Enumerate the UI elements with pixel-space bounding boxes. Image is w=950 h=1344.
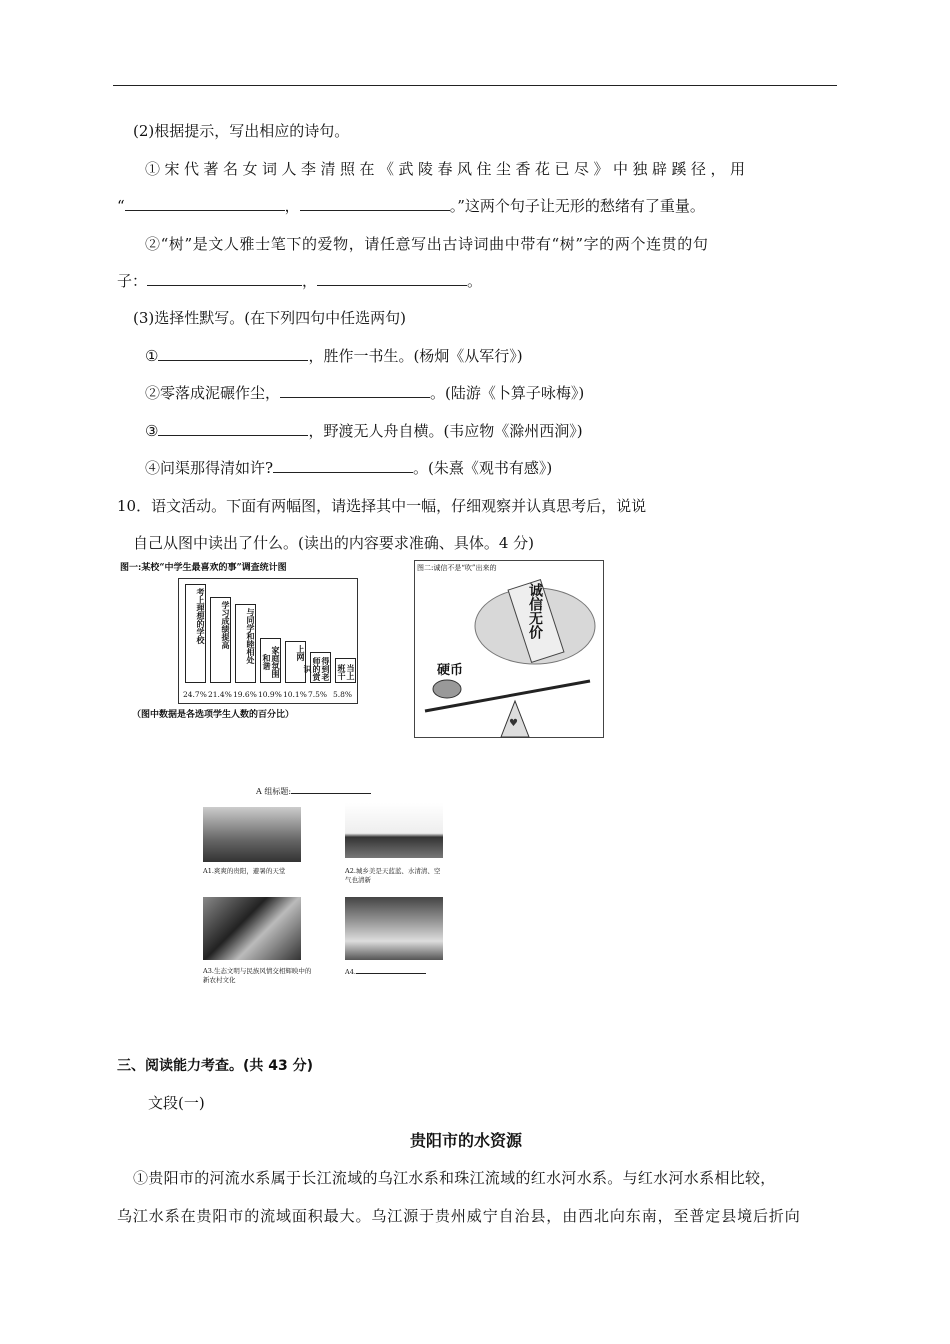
q2-item1-prompt: ①宋代著名女词人李清照在《武陵春风住尘香花已尽》中独辟蹊径，用: [145, 160, 750, 178]
q2-item2-prompt: ②“树”是文人雅士笔下的爱物，请任意写出古诗词曲中带有“树”字的两个连贯的句: [145, 235, 709, 253]
answer-blank[interactable]: [356, 967, 426, 974]
item2-end: 。: [467, 272, 483, 290]
line-suffix: ，野渡无人舟自横。(韦应物《滁州西涧》): [308, 422, 583, 440]
bar-value-label: 21.4%: [208, 690, 232, 699]
figure1-note: （图中数据是各选项学生人数的百分比）: [132, 710, 295, 720]
header-rule: [113, 85, 837, 86]
photo-a2: [345, 803, 443, 858]
seesaw-illustration: [415, 561, 603, 737]
q2-item1-answer: [117, 196, 705, 216]
photo-a1: [203, 807, 301, 862]
chart-bar: [303, 652, 331, 683]
line-prefix: ③: [145, 422, 159, 440]
comma: ，: [284, 197, 300, 215]
quote-open: “: [117, 197, 125, 215]
group-title: [256, 785, 371, 797]
q10-line1: 10．语文活动。下面有两幅图，请选择其中一幅，仔细观察并认真思考后，说说: [117, 497, 647, 515]
line-suffix: 。(朱熹《观书有感》): [413, 459, 553, 477]
line-suffix: 。(陆游《卜算子咏梅》): [430, 384, 585, 402]
passage-p1-line1: ①贵阳市的河流水系属于长江流域的乌江水系和珠江流域的红水河水系。与红水河水系相比较，: [133, 1169, 776, 1187]
caption-a3: A3.生态文明与民族风情交相辉映中的新农村文化: [203, 967, 312, 984]
coin-label: 硬币: [437, 663, 464, 678]
bar-value-label: 24.7%: [183, 690, 207, 699]
q3-line-3: [145, 421, 583, 441]
caption-a4-text: A4.: [345, 968, 356, 976]
section3-heading: 三、阅读能力考查。(共 43 分): [117, 1058, 314, 1074]
bar-label: 当上班干: [337, 663, 356, 680]
answer-blank[interactable]: [273, 458, 413, 473]
caption-a2: A2.城乡美是天蓝蓝、水清清、空气也清新: [345, 867, 441, 884]
passage-p1-line2: 乌江水系在贵阳市的流域面积最大。乌江源于贵州威宁自治县，由西北向东南，至普定县境后折向: [117, 1207, 801, 1225]
q2-item2-answer: [117, 271, 482, 291]
figure2-cartoon: [414, 560, 604, 738]
q3-line-1: [145, 346, 523, 366]
answer-blank[interactable]: [317, 271, 467, 286]
figure2-caption: 图二:诚信不是“吹”出来的: [417, 564, 497, 572]
line-prefix: ①: [145, 347, 159, 365]
bar-value-label: 7.5%: [308, 690, 328, 699]
answer-blank[interactable]: [158, 346, 308, 361]
group-title-text: A 组标题:: [256, 787, 292, 796]
answer-blank[interactable]: [280, 383, 430, 398]
chart-bar: [235, 604, 256, 683]
chart-bar: [210, 597, 231, 683]
q3-line-2: [145, 383, 584, 403]
photo-a4: [345, 897, 443, 960]
photo-a3: [203, 897, 301, 960]
bar-value-label: 5.8%: [333, 690, 353, 699]
chart-bar: [260, 638, 281, 683]
q3-heading: (3)选择性默写。(在下列四句中任选两句): [133, 309, 406, 327]
line-prefix: ④问渠那得清如许?: [145, 459, 274, 477]
chart-frame: [178, 578, 358, 704]
balloon-label: 诚信无价: [527, 583, 543, 639]
bar-label: 得到老师的赏识: [303, 656, 331, 681]
figure1-caption: 图一:某校“中学生最喜欢的事”调查统计图: [120, 563, 287, 573]
q10-line2: 自己从图中读出了什么。(读出的内容要求准确、具体。4 分): [133, 534, 535, 552]
figure1-chart: [118, 560, 358, 725]
coin-icon: [433, 680, 461, 698]
bar-label: 与同学和睦相处: [246, 608, 256, 664]
caption-a4: [345, 967, 426, 977]
bar-value-label: 10.9%: [258, 690, 282, 699]
line-prefix: ②零落成泥碾作尘，: [145, 384, 281, 402]
bar-label: 学习成绩提高: [221, 601, 231, 649]
q3-line-4: [145, 458, 552, 478]
bar-value-label: 10.1%: [283, 690, 307, 699]
answer-blank[interactable]: [125, 196, 285, 211]
passage-label: 文段(一): [148, 1094, 205, 1112]
comma: ，: [302, 272, 318, 290]
answer-blank[interactable]: [158, 421, 308, 436]
q2-heading: (2)根据提示，写出相应的诗句。: [133, 122, 350, 140]
figure3-photo-group: [200, 785, 450, 990]
chart-bar: [335, 658, 356, 683]
bar-label: 家庭氛围和谐: [262, 645, 281, 678]
heart-icon: ♥: [509, 718, 518, 729]
item2-start: 子：: [117, 272, 148, 290]
answer-blank[interactable]: [300, 196, 450, 211]
line-suffix: ，胜作一书生。(杨炯《从军行》): [308, 347, 523, 365]
answer-blank[interactable]: [291, 785, 371, 794]
passage-title: 贵阳市的水资源: [410, 1131, 523, 1150]
chart-bar: [185, 584, 206, 683]
item1-end: 。”这两个句子让无形的愁绪有了重量。: [449, 197, 705, 215]
bar-label: 考上理想的学校: [196, 588, 206, 644]
bar-value-label: 19.6%: [233, 690, 257, 699]
caption-a1: A1.爽爽的贵阳，避暑的天堂: [203, 867, 286, 875]
answer-blank[interactable]: [147, 271, 302, 286]
chart-bar: [285, 641, 306, 683]
bar-label: 上网: [296, 645, 306, 661]
